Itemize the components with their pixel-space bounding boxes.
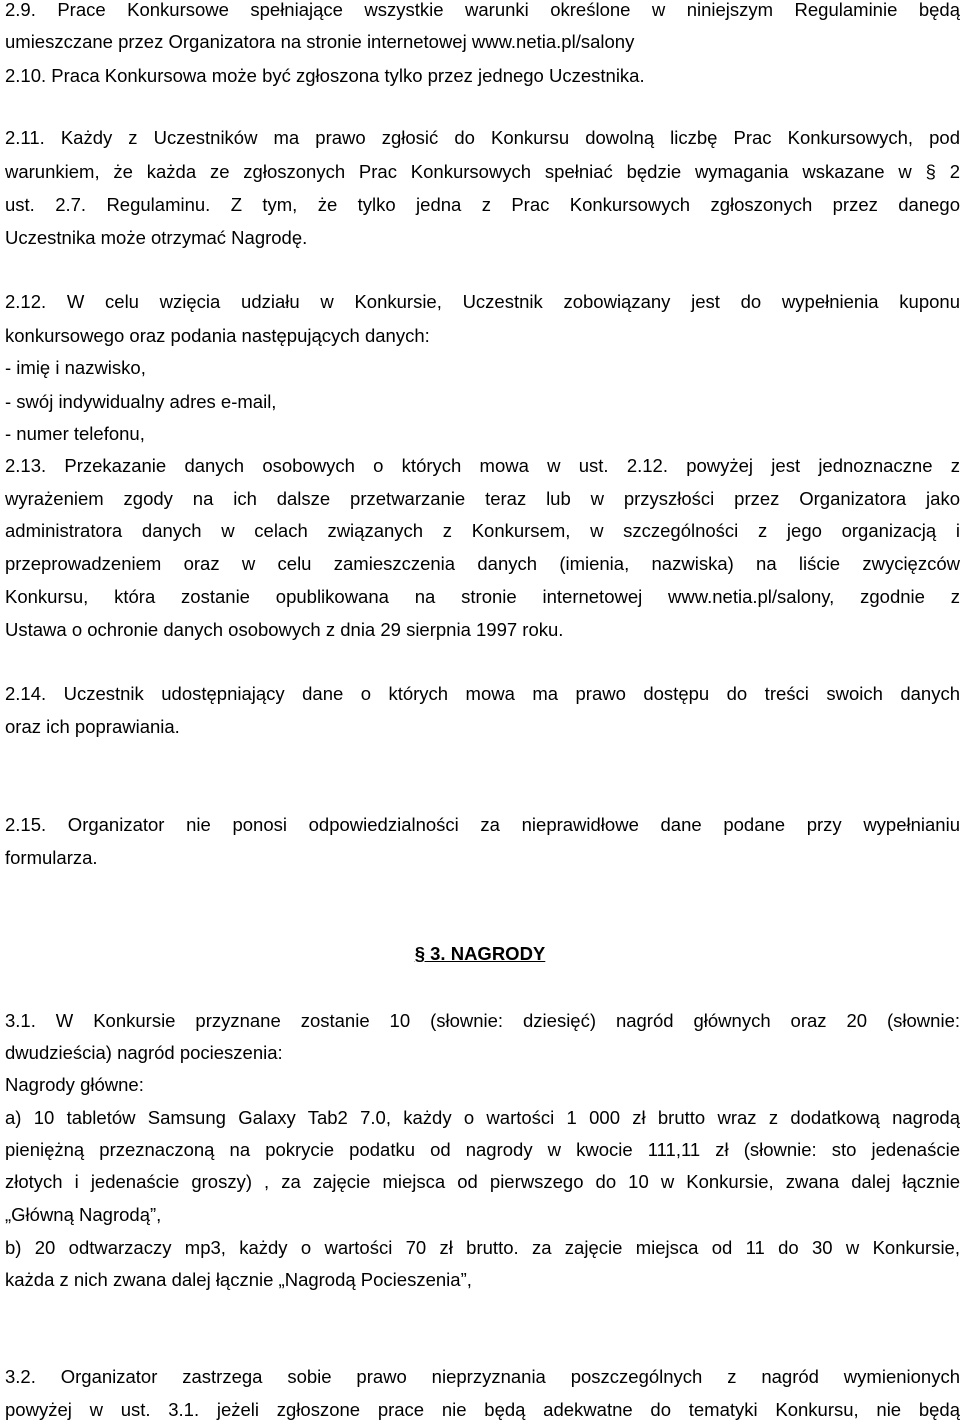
- text-line: złotych i jedenaście groszy) , za zajęcie miejsca od pierwszego do 10 w Konkursie, zwana dalej łącznie: [5, 1171, 960, 1192]
- text-line: 2.13. Przekazanie danych osobowych o których mowa w ust. 2.12. powyżej jest jednoznaczne z: [5, 455, 960, 476]
- text-line: pieniężną przeznaczoną na pokrycie podatku od nagrody w kwocie 111,11 zł (słownie: sto jedenaście: [5, 1139, 960, 1160]
- text-line: 2.10. Praca Konkursowa może być zgłoszona tylko przez jednego Uczestnika.: [5, 65, 645, 86]
- text-line: Konkursu, która zostanie opublikowana na stronie internetowej www.netia.pl/salony, zgodnie z: [5, 586, 960, 607]
- text-line: oraz ich poprawiania.: [5, 716, 180, 737]
- section-heading: § 3. NAGRODY: [414, 943, 546, 964]
- text-line: 2.11. Każdy z Uczestników ma prawo zgłosić do Konkursu dowolną liczbę Prac Konkursowych, pod: [5, 127, 960, 148]
- text-line: ust. 2.7. Regulaminu. Z tym, że tylko jedna z Prac Konkursowych zgłoszonych przez danego: [5, 194, 960, 215]
- text-line: - swój indywidualny adres e-mail,: [5, 391, 277, 412]
- text-line: Uczestnika może otrzymać Nagrodę.: [5, 227, 308, 248]
- text-line: 2.12. W celu wzięcia udziału w Konkursie, Uczestnik zobowiązany jest do wypełnienia kuponu: [5, 291, 960, 312]
- text-line: 2.9. Prace Konkursowe spełniające wszystkie warunki określone w niniejszym Regulaminie będą: [5, 0, 960, 20]
- text-line: dwudzieścia) nagród pocieszenia:: [5, 1042, 283, 1063]
- text-line: formularza.: [5, 847, 98, 868]
- text-line: przeprowadzeniem oraz w celu zamieszczenia danych (imienia, nazwiska) na liście zwycięzców: [5, 553, 960, 574]
- text-line: każda z nich zwana dalej łącznie „Nagrodą Pocieszenia”,: [5, 1269, 472, 1290]
- text-line: „Główną Nagrodą”,: [5, 1204, 162, 1225]
- text-line: Nagrody główne:: [5, 1074, 144, 1095]
- text-line: - numer telefonu,: [5, 423, 145, 444]
- text-line: 2.15. Organizator nie ponosi odpowiedzialności za nieprawidłowe dane podane przy wypełnianiu: [5, 814, 960, 835]
- text-line: powyżej w ust. 3.1. jeżeli zgłoszone prace nie będą adekwatne do tematyki Konkursu, nie będą: [5, 1399, 960, 1420]
- text-line: 3.1. W Konkursie przyznane zostanie 10 (słownie: dziesięć) nagród głównych oraz 20 (słownie:: [5, 1010, 960, 1031]
- text-line: wyrażeniem zgody na ich dalsze przetwarzanie teraz lub w przyszłości przez Organizatora jako: [5, 488, 960, 509]
- text-line: administratora danych w celach związanych z Konkursem, w szczególności z jego organizacją i: [5, 520, 960, 541]
- text-line: warunkiem, że każda ze zgłoszonych Prac Konkursowych spełniać będzie wymagania wskazane w § 2: [5, 161, 960, 182]
- text-line: b) 20 odtwarzaczy mp3, każdy o wartości 70 zł brutto. za zajęcie miejsca od 11 do 30 w Konkursie,: [5, 1237, 960, 1258]
- text-line: umieszczane przez Organizatora na stronie internetowej www.netia.pl/salony: [5, 31, 635, 52]
- text-line: 2.14. Uczestnik udostępniający dane o których mowa ma prawo dostępu do treści swoich danych: [5, 683, 960, 704]
- text-line: a) 10 tabletów Samsung Galaxy Tab2 7.0, każdy o wartości 1 000 zł brutto wraz z dodatkową nagrodą: [5, 1107, 960, 1128]
- text-line: konkursowego oraz podania następujących danych:: [5, 325, 430, 346]
- text-line: - imię i nazwisko,: [5, 357, 146, 378]
- text-line: Ustawa o ochronie danych osobowych z dnia 29 sierpnia 1997 roku.: [5, 619, 564, 640]
- text-line: 3.2. Organizator zastrzega sobie prawo nieprzyznania poszczególnych z nagród wymienionych: [5, 1366, 960, 1387]
